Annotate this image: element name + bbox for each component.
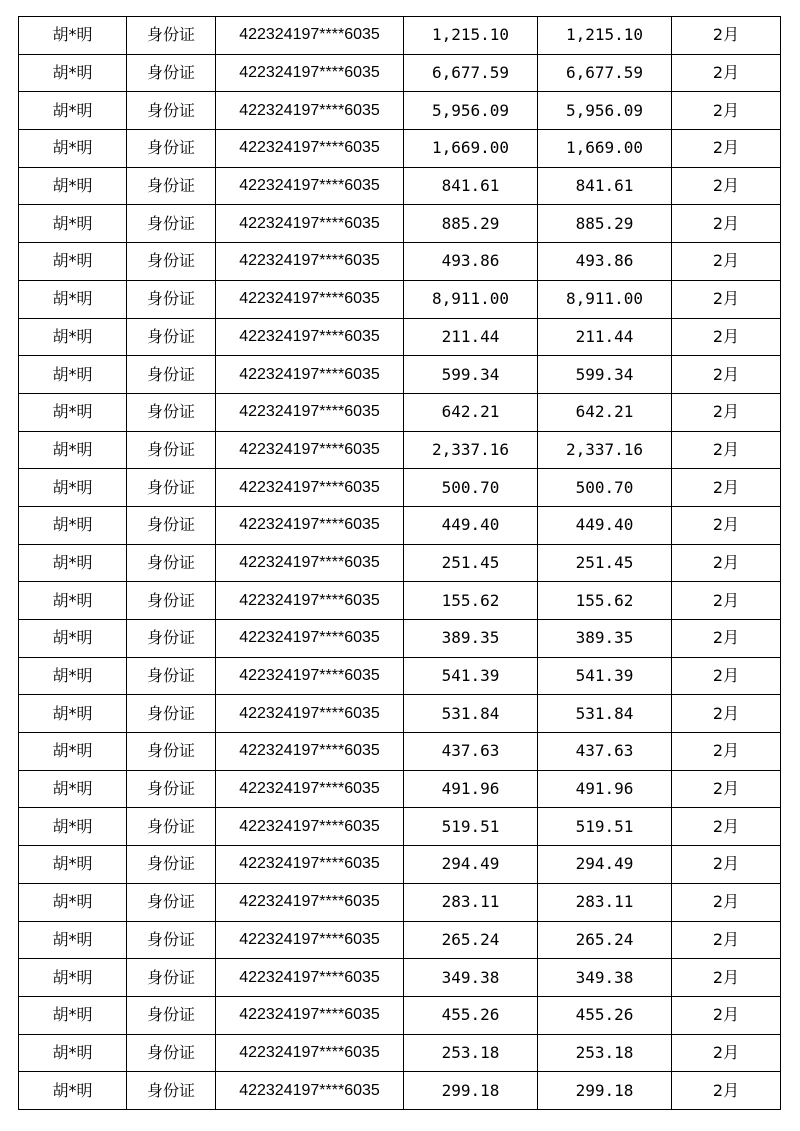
amount-2-cell: 500.70	[538, 469, 672, 507]
month-cell: 2月	[672, 921, 781, 959]
name-cell: 胡*明	[19, 657, 127, 695]
table-row	[19, 846, 781, 884]
month-cell: 2月	[672, 431, 781, 469]
name-cell: 胡*明	[19, 280, 127, 318]
table-row	[19, 959, 781, 997]
amount-2-cell: 449.40	[538, 506, 672, 544]
amount-cell: 519.51	[404, 808, 538, 846]
id-number-cell: 422324197****6035	[216, 657, 404, 695]
id-number-cell: 422324197****6035	[216, 695, 404, 733]
name-cell: 胡*明	[19, 469, 127, 507]
id-type-cell: 身份证	[127, 959, 216, 997]
amount-cell: 491.96	[404, 770, 538, 808]
name-cell: 胡*明	[19, 356, 127, 394]
id-number-cell: 422324197****6035	[216, 883, 404, 921]
id-type-cell: 身份证	[127, 469, 216, 507]
id-type-cell: 身份证	[127, 356, 216, 394]
name-cell: 胡*明	[19, 318, 127, 356]
name-cell: 胡*明	[19, 1072, 127, 1110]
table-row	[19, 318, 781, 356]
table-row	[19, 17, 781, 55]
table-row	[19, 620, 781, 658]
id-number-cell: 422324197****6035	[216, 243, 404, 281]
table-row	[19, 506, 781, 544]
amount-cell: 1,215.10	[404, 17, 538, 55]
id-type-cell: 身份证	[127, 17, 216, 55]
id-number-cell: 422324197****6035	[216, 130, 404, 168]
month-cell: 2月	[672, 17, 781, 55]
id-number-cell: 422324197****6035	[216, 1072, 404, 1110]
id-number-cell: 422324197****6035	[216, 393, 404, 431]
amount-cell: 299.18	[404, 1072, 538, 1110]
name-cell: 胡*明	[19, 243, 127, 281]
id-type-cell: 身份证	[127, 506, 216, 544]
amount-2-cell: 1,215.10	[538, 17, 672, 55]
id-type-cell: 身份证	[127, 54, 216, 92]
name-cell: 胡*明	[19, 92, 127, 130]
table-row	[19, 469, 781, 507]
amount-2-cell: 211.44	[538, 318, 672, 356]
amount-2-cell: 885.29	[538, 205, 672, 243]
id-type-cell: 身份证	[127, 318, 216, 356]
amount-cell: 642.21	[404, 393, 538, 431]
id-type-cell: 身份证	[127, 205, 216, 243]
name-cell: 胡*明	[19, 431, 127, 469]
amount-2-cell: 299.18	[538, 1072, 672, 1110]
month-cell: 2月	[672, 92, 781, 130]
id-number-cell: 422324197****6035	[216, 620, 404, 658]
id-number-cell: 422324197****6035	[216, 167, 404, 205]
id-number-cell: 422324197****6035	[216, 582, 404, 620]
id-type-cell: 身份证	[127, 582, 216, 620]
amount-2-cell: 5,956.09	[538, 92, 672, 130]
id-number-cell: 422324197****6035	[216, 92, 404, 130]
amount-cell: 294.49	[404, 846, 538, 884]
table-row	[19, 130, 781, 168]
name-cell: 胡*明	[19, 54, 127, 92]
month-cell: 2月	[672, 393, 781, 431]
id-number-cell: 422324197****6035	[216, 959, 404, 997]
id-number-cell: 422324197****6035	[216, 17, 404, 55]
month-cell: 2月	[672, 130, 781, 168]
table-row	[19, 921, 781, 959]
amount-cell: 253.18	[404, 1034, 538, 1072]
name-cell: 胡*明	[19, 921, 127, 959]
table-row	[19, 92, 781, 130]
amount-cell: 599.34	[404, 356, 538, 394]
table-row	[19, 883, 781, 921]
table-row	[19, 733, 781, 771]
month-cell: 2月	[672, 770, 781, 808]
id-type-cell: 身份证	[127, 280, 216, 318]
amount-2-cell: 389.35	[538, 620, 672, 658]
name-cell: 胡*明	[19, 770, 127, 808]
name-cell: 胡*明	[19, 130, 127, 168]
amount-2-cell: 2,337.16	[538, 431, 672, 469]
amount-2-cell: 437.63	[538, 733, 672, 771]
table-row	[19, 544, 781, 582]
amount-cell: 500.70	[404, 469, 538, 507]
month-cell: 2月	[672, 54, 781, 92]
id-number-cell: 422324197****6035	[216, 318, 404, 356]
table-row	[19, 996, 781, 1034]
month-cell: 2月	[672, 733, 781, 771]
id-type-cell: 身份证	[127, 130, 216, 168]
id-number-cell: 422324197****6035	[216, 54, 404, 92]
month-cell: 2月	[672, 620, 781, 658]
name-cell: 胡*明	[19, 582, 127, 620]
table-row	[19, 770, 781, 808]
id-type-cell: 身份证	[127, 657, 216, 695]
amount-2-cell: 642.21	[538, 393, 672, 431]
month-cell: 2月	[672, 280, 781, 318]
amount-2-cell: 491.96	[538, 770, 672, 808]
id-type-cell: 身份证	[127, 393, 216, 431]
month-cell: 2月	[672, 883, 781, 921]
month-cell: 2月	[672, 657, 781, 695]
month-cell: 2月	[672, 205, 781, 243]
table-row	[19, 243, 781, 281]
amount-2-cell: 1,669.00	[538, 130, 672, 168]
name-cell: 胡*明	[19, 167, 127, 205]
month-cell: 2月	[672, 582, 781, 620]
name-cell: 胡*明	[19, 17, 127, 55]
amount-2-cell: 283.11	[538, 883, 672, 921]
month-cell: 2月	[672, 544, 781, 582]
amount-2-cell: 531.84	[538, 695, 672, 733]
month-cell: 2月	[672, 996, 781, 1034]
table-row	[19, 54, 781, 92]
amount-2-cell: 519.51	[538, 808, 672, 846]
id-type-cell: 身份证	[127, 431, 216, 469]
amount-cell: 2,337.16	[404, 431, 538, 469]
amount-cell: 841.61	[404, 167, 538, 205]
id-type-cell: 身份证	[127, 733, 216, 771]
amount-cell: 541.39	[404, 657, 538, 695]
table-row	[19, 280, 781, 318]
amount-2-cell: 541.39	[538, 657, 672, 695]
table-row	[19, 695, 781, 733]
month-cell: 2月	[672, 506, 781, 544]
records-table	[18, 16, 781, 1110]
name-cell: 胡*明	[19, 544, 127, 582]
amount-cell: 531.84	[404, 695, 538, 733]
id-number-cell: 422324197****6035	[216, 846, 404, 884]
id-number-cell: 422324197****6035	[216, 544, 404, 582]
id-type-cell: 身份证	[127, 167, 216, 205]
name-cell: 胡*明	[19, 846, 127, 884]
amount-cell: 1,669.00	[404, 130, 538, 168]
id-type-cell: 身份证	[127, 883, 216, 921]
amount-cell: 455.26	[404, 996, 538, 1034]
month-cell: 2月	[672, 243, 781, 281]
table-row	[19, 167, 781, 205]
amount-cell: 8,911.00	[404, 280, 538, 318]
amount-cell: 493.86	[404, 243, 538, 281]
table-row	[19, 205, 781, 243]
amount-cell: 265.24	[404, 921, 538, 959]
id-number-cell: 422324197****6035	[216, 996, 404, 1034]
records-table-body	[19, 17, 781, 1110]
id-number-cell: 422324197****6035	[216, 205, 404, 243]
name-cell: 胡*明	[19, 1034, 127, 1072]
id-type-cell: 身份证	[127, 808, 216, 846]
id-number-cell: 422324197****6035	[216, 921, 404, 959]
amount-2-cell: 493.86	[538, 243, 672, 281]
amount-2-cell: 6,677.59	[538, 54, 672, 92]
amount-2-cell: 155.62	[538, 582, 672, 620]
id-type-cell: 身份证	[127, 695, 216, 733]
amount-2-cell: 294.49	[538, 846, 672, 884]
name-cell: 胡*明	[19, 695, 127, 733]
name-cell: 胡*明	[19, 506, 127, 544]
amount-2-cell: 253.18	[538, 1034, 672, 1072]
id-type-cell: 身份证	[127, 1072, 216, 1110]
month-cell: 2月	[672, 808, 781, 846]
id-type-cell: 身份证	[127, 620, 216, 658]
amount-cell: 6,677.59	[404, 54, 538, 92]
month-cell: 2月	[672, 356, 781, 394]
month-cell: 2月	[672, 959, 781, 997]
amount-cell: 885.29	[404, 205, 538, 243]
month-cell: 2月	[672, 1034, 781, 1072]
name-cell: 胡*明	[19, 883, 127, 921]
name-cell: 胡*明	[19, 996, 127, 1034]
month-cell: 2月	[672, 1072, 781, 1110]
month-cell: 2月	[672, 167, 781, 205]
id-type-cell: 身份证	[127, 544, 216, 582]
amount-cell: 349.38	[404, 959, 538, 997]
id-number-cell: 422324197****6035	[216, 280, 404, 318]
table-row	[19, 808, 781, 846]
name-cell: 胡*明	[19, 620, 127, 658]
id-number-cell: 422324197****6035	[216, 356, 404, 394]
month-cell: 2月	[672, 846, 781, 884]
id-type-cell: 身份证	[127, 770, 216, 808]
amount-2-cell: 841.61	[538, 167, 672, 205]
id-number-cell: 422324197****6035	[216, 770, 404, 808]
month-cell: 2月	[672, 318, 781, 356]
amount-2-cell: 349.38	[538, 959, 672, 997]
table-row	[19, 356, 781, 394]
amount-cell: 437.63	[404, 733, 538, 771]
month-cell: 2月	[672, 695, 781, 733]
table-row	[19, 431, 781, 469]
amount-cell: 449.40	[404, 506, 538, 544]
name-cell: 胡*明	[19, 959, 127, 997]
table-row	[19, 657, 781, 695]
id-number-cell: 422324197****6035	[216, 506, 404, 544]
table-row	[19, 582, 781, 620]
amount-2-cell: 265.24	[538, 921, 672, 959]
id-number-cell: 422324197****6035	[216, 733, 404, 771]
id-type-cell: 身份证	[127, 243, 216, 281]
amount-cell: 155.62	[404, 582, 538, 620]
table-row	[19, 393, 781, 431]
id-number-cell: 422324197****6035	[216, 469, 404, 507]
amount-cell: 283.11	[404, 883, 538, 921]
id-number-cell: 422324197****6035	[216, 808, 404, 846]
amount-2-cell: 599.34	[538, 356, 672, 394]
id-type-cell: 身份证	[127, 1034, 216, 1072]
name-cell: 胡*明	[19, 808, 127, 846]
amount-cell: 389.35	[404, 620, 538, 658]
amount-cell: 211.44	[404, 318, 538, 356]
id-type-cell: 身份证	[127, 996, 216, 1034]
id-type-cell: 身份证	[127, 921, 216, 959]
amount-2-cell: 8,911.00	[538, 280, 672, 318]
amount-2-cell: 251.45	[538, 544, 672, 582]
id-number-cell: 422324197****6035	[216, 1034, 404, 1072]
table-row	[19, 1072, 781, 1110]
id-number-cell: 422324197****6035	[216, 431, 404, 469]
name-cell: 胡*明	[19, 733, 127, 771]
id-type-cell: 身份证	[127, 92, 216, 130]
id-type-cell: 身份证	[127, 846, 216, 884]
amount-2-cell: 455.26	[538, 996, 672, 1034]
table-row	[19, 1034, 781, 1072]
amount-cell: 251.45	[404, 544, 538, 582]
name-cell: 胡*明	[19, 205, 127, 243]
name-cell: 胡*明	[19, 393, 127, 431]
month-cell: 2月	[672, 469, 781, 507]
amount-cell: 5,956.09	[404, 92, 538, 130]
